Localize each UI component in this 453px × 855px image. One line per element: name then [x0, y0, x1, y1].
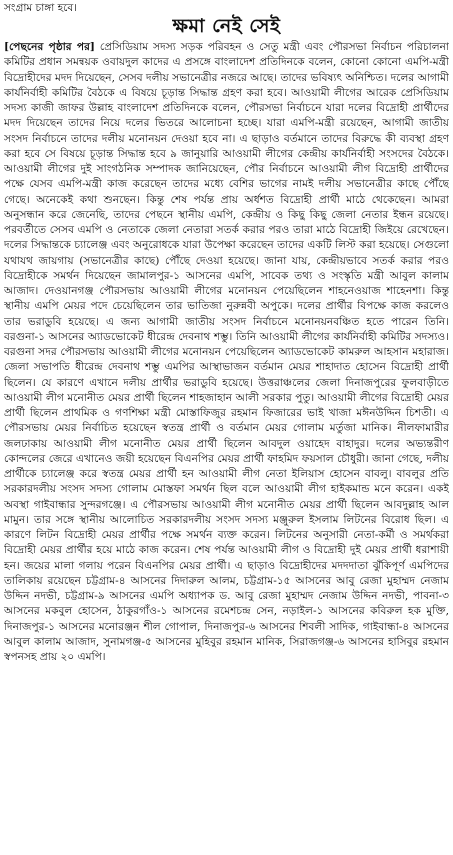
article-headline: ক্ষমা নেই সেই — [172, 15, 281, 37]
article-paragraph — [4, 40, 449, 665]
article-text: প্রেসিডিয়াম সদস্য সড়ক পরিবহন ও সেতু মন্ত্রী এবং পৌরসভা নির্বাচন পরিচালনা কমিটির প্রধান সমন্বয়ক ওবায়দুল কাদের এ প্রসঙ্গে বাংলাদেশ প্রতিদিনকে বলেন, কোনো কোনো এমপি-মন্ত্রী বিদ্রোহীদের মদদ দিয়েছেন, সেসব দলীয় সভানেত্রীর নজরে আছে। তাদের ভবিষ্যৎ অনিশ্চিত। দলের আগামী কার্যনির্বাহী কমিটির বৈঠকে এ বিষয়ে চূড়ান্ত সিদ্ধান্ত গ্রহণ করা হবে। আওয়ামী লীগের আরেক প্রেসিডিয়াম সদস্য কাজী জাফর উল্লাহ বাংলাদেশ প্রতিদিনকে বলেন, পৌরসভা নির্বাচনে যারা দলের বিদ্রোহী প্রার্থীদের মদদ দিয়েছেন তাদের নিয়ে দলের ভিতরে আলোচনা হচ্ছে। যারা এমপি-মন্ত্রী রয়েছেন, আগামী জাতীয় সংসদ নির্বাচনে তাদের দলীয় মনোনয়ন দেওয়া হবে না। এ ছাড়াও বর্তমানে তাদের বিরুদ্ধে কী ব্যবস্থা গ্রহণ করা হবে সে বিষয়ে চূড়ান্ত সিদ্ধান্ত হবে ৯ জানুয়ারি আওয়ামী লীগের কেন্দ্রীয় কার্যনির্বাহী সংসদের বৈঠকে। আওয়ামী লীগের দুই সাংগঠনিক সম্পাদক জানিয়েছেন, পৌর নির্বাচনে আওয়ামী লীগ বিদ্রোহী প্রার্থীদের পক্ষে যেসব এমপি-মন্ত্রী কাজ করেছেন তাদের মধ্যে বেশির ভাগের নামই দলীয় সভানেত্রীর কাছে পৌঁছে গেছে। অনেকেই কথা শুনছেন। কিন্তু শেষ পর্যন্ত প্রায় অর্ধশত বিদ্রোহী প্রার্থী মাঠে থেকেছেন। আমরা অনুসন্ধান করে জেনেছি, তাদের পেছনে স্থানীয় এমপি, কেন্দ্রীয় ও কিছু কিছু জেলা নেতার ইন্ধন রয়েছে। পরবর্তীতে সেসব এমপি ও নেতাকে জেলা নেতারা সতর্ক করার পরও তারা মাঠে বিদ্রোহী জিইয়ে রেখেছেন। দলের সিদ্ধান্তকে চ্যালেঞ্জ এবং অনুরোধকে যারা উপেক্ষা করেছেন তাদের একটি লিস্ট করা হয়েছে। সেগুলো যথাযথ জায়গায় (সভানেত্রীর কাছে) পৌঁছে দেওয়া হয়েছে। জানা যায়, কেন্দ্রীয়ভাবে সতর্ক করার পরও বিদ্রোহীকে সমর্থন দিয়েছেন জামালপুর-১ আসনের এমপি, সাবেক তথ্য ও সংস্কৃতি মন্ত্রী আবুল কালাম আজাদ। দেওয়ানগঞ্জ পৌরসভায় আওয়ামী লীগের মনোনয়ন পেয়েছিলেন শাহনেওয়াজ শাহেনশা। কিন্তু স্থানীয় এমপি মেয়র পদে চেয়েছিলেন তার ভাতিজা নুরুন্নবী অপুকে। দলের প্রার্থীর বিপক্ষে কাজ করলেও তার ভরাডুবি হয়েছে। এ জন্য আগামী জাতীয় সংসদ নির্বাচনে মনোনয়নবঞ্চিত হতে পারেন তিনি। বরগুনা-১ আসনের অ্যাডভোকেট ধীরেন্দ্র দেবনাথ শম্ভু। তিনি আওয়ামী লীগের কার্যনির্বাহী কমিটির সদস্যও। বরগুনা সদর পৌরসভায় আওয়ামী লীগের মনোনয়ন পেয়েছিলেন অ্যাডভোকেট কামরুল আহসান মহারাজ। জেলা সভাপতি ধীরেন্দ্র দেবনাথ শম্ভু এমপির আস্থাভাজন বর্তমান মেয়র শাহাদাত হোসেন বিদ্রোহী প্রার্থী ছিলেন। যে কারণে এখানে দলীয় প্রার্থীর ভরাডুবি হয়েছে। উত্তরাঞ্চলের জেলা দিনাজপুরের ফুলবাড়ীতে আওয়ামী লীগ মনোনীত মেয়র প্রার্থী ছিলেন শাহজাহান আলী সরকার পুতু। আওয়ামী লীগের বিদ্রোহী মেয়র প্রার্থী ছিলেন প্রাথমিক ও গণশিক্ষা মন্ত্রী মোস্তাফিজুর রহমান ফিজারের ভাই খাজা মঈনউদ্দিন চিশতী। এ পৌরসভায় মেয়র নির্বাচিত হয়েছেন স্বতন্ত্র প্রার্থী ও বর্তমান মেয়র গোলাম মর্তুজা মানিক। নীলফামারীর জলঢাকায় আওয়ামী লীগ মনোনীত মেয়র প্রার্থী ছিলেন আবদুল ওয়াহেদ বাহাদুর। দলের অভ্যন্তরীণ কোন্দলের জেরে এখানেও জয়ী হয়েছেন বিএনপির মেয়র প্রার্থী ফাহমিদ ফয়সাল চৌধুরী। জানা গেছে, দলীয় প্রার্থীকে চ্যালেঞ্জ করে স্বতন্ত্র মেয়র প্রার্থী হন আওয়ামী লীগ নেতা ইলিয়াস হোসেন বাবলু। বাবলুর প্রতি সরকারদলীয় সংসদ সদস্য গোলাম মোস্তফা সমর্থন ছিল বলে আওয়ামী লীগ হাইকমান্ড মনে করেন। একই অবস্থা গাইবান্ধার সুন্দরগঞ্জে। এ পৌরসভায় আওয়ামী লীগ মনোনীত মেয়র প্রার্থী ছিলেন আবদুল্লাহ আল মামুন। তার সঙ্গে স্থানীয় আলোচিত সরকারদলীয় সংসদ সদস্য মঞ্জুরুল ইসলাম লিটনের বিরোধ ছিল। এ কারণে লিটন বিদ্রোহী মেয়র প্রার্থীর পক্ষে সমর্থন ব্যক্ত করেন। লিটনের অনুসারী নেতা-কর্মী ও সমর্থকরা বিদ্রোহী মেয়র প্রার্থীর হয়ে মাঠে কাজ করেন। শেষ পর্যন্ত আওয়ামী লীগ ও বিদ্রোহী দুই মেয়র প্রার্থী ধরাশায়ী হন। জয়ের মালা গলায় পরেন বিএনপির মেয়র প্রার্থী। এ ছাড়াও বিদ্রোহীদের মদদদাতা ঝুঁকিপূর্ণ এমপিদের তালিকায় রয়েছেন চট্টগ্রাম-৪ আসনের দিদারুল আলম, চট্টগ্রাম-১৫ আসনের আবু রেজা মুহাম্মদ নেজাম উদ্দিন নদভী, চট্টগ্রাম-৯ আসনের এমপি অধ্যাপক ড. আবু রেজা মুহাম্মদ নেজাম উদ্দিন নদভী, পাবনা-৩ আসনের মকবুল হোসেন, ঠাকুরগাঁও-১ আসনের রমেশচন্দ্র সেন, নড়াইল-১ আসনের কবিরুল হক মুক্তি, দিনাজপুর-১ আসনের মনোরঞ্জন শীল গোপাল, দিনাজপুর-৬ আসনের শিবলী সাদিক, গাইবান্ধা-৪ আসনের আবুল কালাম আজাদ, সুনামগঞ্জ-৫ আসনের মুহিবুর রহমান মানিক, সিরাজগঞ্জ-৬ আসনের হাসিবুর রহমান স্বপনসহ প্রায় ২০ এমপি। — [4, 41, 449, 663]
previous-article-tail: সংগ্রাম চাঙ্গা হবে। — [4, 2, 77, 14]
continued-from-tag: [পেছনের পৃষ্ঠার পর] — [4, 41, 95, 53]
article-body — [4, 40, 449, 852]
